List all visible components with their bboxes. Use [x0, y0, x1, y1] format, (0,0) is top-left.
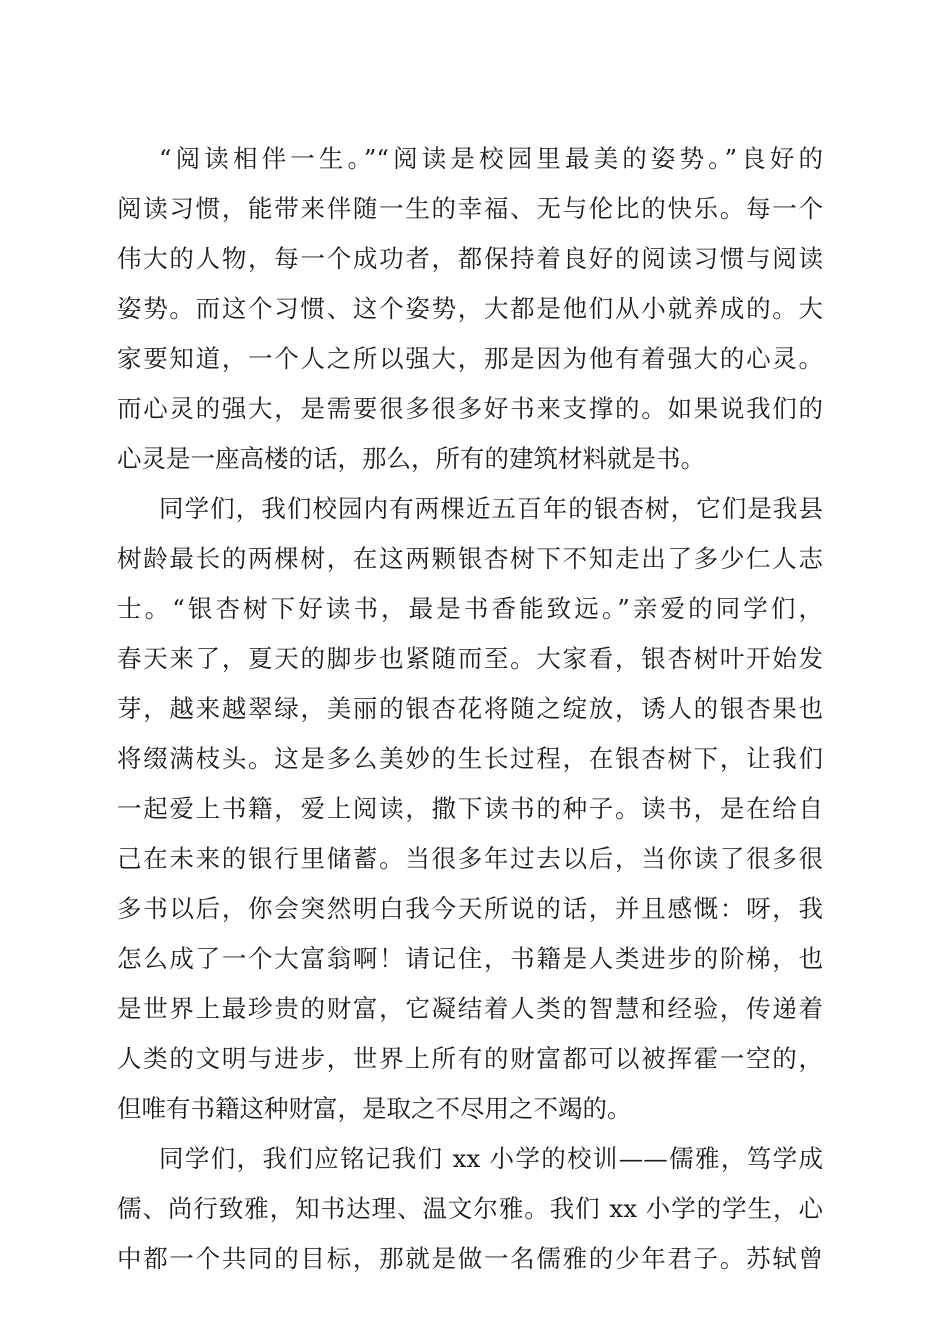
paragraph-2-line-5: 芽，越来越翠绿，美丽的银杏花将随之绽放，诱人的银杏果也: [117, 694, 823, 723]
paragraph-2-line-9: 多书以后，你会突然明白我今天所说的话，并且感慨：呀，我: [117, 894, 823, 923]
paragraph-2-line-11: 是世界上最珍贵的财富，它凝结着人类的智慧和经验，传递着: [117, 994, 823, 1023]
paragraph-3-line-3: 中都一个共同的目标，那就是做一名儒雅的少年君子。苏轼曾: [117, 1244, 823, 1273]
paragraph-3-line-1: 同学们，我们应铭记我们 xx 小学的校训——儒雅，笃学成: [159, 1144, 823, 1173]
paragraph-2-line-7: 一起爱上书籍，爱上阅读，撒下读书的种子。读书，是在给自: [117, 794, 823, 823]
paragraph-1-line-1: “阅读相伴一生。”“阅读是校园里最美的姿势。”良好的: [159, 144, 823, 173]
paragraph-1-line-2: 阅读习惯，能带来伴随一生的幸福、无与伦比的快乐。每一个: [117, 194, 823, 223]
paragraph-1-line-3: 伟大的人物，每一个成功者，都保持着良好的阅读习惯与阅读: [117, 244, 823, 273]
paragraph-2-line-8: 己在未来的银行里储蓄。当很多年过去以后，当你读了很多很: [117, 844, 823, 873]
paragraph-2-line-13: 但唯有书籍这种财富，是取之不尽用之不竭的。: [117, 1094, 632, 1123]
paragraph-1-line-5: 家要知道，一个人之所以强大，那是因为他有着强大的心灵。: [117, 344, 823, 373]
paragraph-1-line-4: 姿势。而这个习惯、这个姿势，大都是他们从小就养成的。大: [117, 294, 823, 323]
paragraph-2-line-12: 人类的文明与进步，世界上所有的财富都可以被挥霍一空的，: [117, 1044, 823, 1073]
paragraph-1-line-7: 心灵是一座高楼的话，那么，所有的建筑材料就是书。: [117, 444, 705, 473]
paragraph-2-line-10: 怎么成了一个大富翁啊！请记住，书籍是人类进步的阶梯，也: [117, 944, 823, 973]
paragraph-2-line-6: 将缀满枝头。这是多么美妙的生长过程，在银杏树下，让我们: [117, 744, 823, 773]
paragraph-2-line-2: 树龄最长的两棵树，在这两颗银杏树下不知走出了多少仁人志: [117, 544, 823, 573]
paragraph-2-line-1: 同学们，我们校园内有两棵近五百年的银杏树，它们是我县: [159, 494, 823, 523]
paragraph-2-line-3: 士。“银杏树下好读书，最是书香能致远。”亲爱的同学们，: [117, 594, 823, 623]
paragraph-3-line-2: 儒、尚行致雅，知书达理、温文尔雅。我们 xx 小学的学生，心: [117, 1194, 823, 1223]
paragraph-2-line-4: 春天来了，夏天的脚步也紧随而至。大家看，银杏树叶开始发: [117, 644, 823, 673]
paragraph-1-line-6: 而心灵的强大，是需要很多很多好书来支撑的。如果说我们的: [117, 394, 823, 423]
